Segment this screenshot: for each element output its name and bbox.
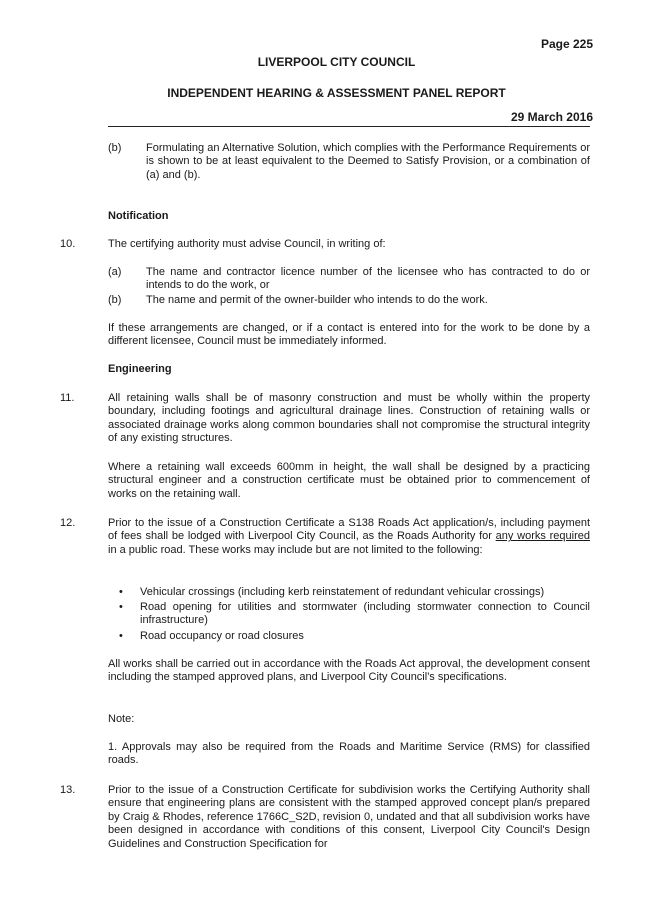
condition-12-paragraph: All works shall be carried out in accordance with the Roads Act approval, the development consent including the stamped approved plans, and Liverpool City Council's specifications. [108,658,590,684]
engineering-heading: Engineering [108,363,172,375]
bullet-item-2: Road opening for utilities and stormwater (including stormwater connection to Council infrastructure) [140,601,590,627]
bullet-marker: • [119,601,123,613]
condition-10-text: The certifying authority must advise Council, in writing of: [108,238,386,250]
note-text: 1. Approvals may also be required from the Roads and Maritime Service (RMS) for classified roads. [108,741,590,767]
condition-11-number: 11. [60,392,75,404]
condition-12-text [108,517,590,557]
item-b2-text: The name and permit of the owner-builder who intends to do the work. [146,294,488,306]
condition-10-number: 10. [60,238,76,250]
item-b2-label: (b) [108,294,122,306]
item-a-text: The name and contractor licence number of the licensee who has contracted to do or intends to do the work, or [146,266,590,292]
condition-11-paragraph: Where a retaining wall exceeds 600mm in height, the wall shall be designed by a practicing structural engineer and a construction certificate must be obtained prior to commencement of works on the retaining wall. [108,461,590,500]
notification-heading: Notification [108,210,169,222]
note-label: Note: [108,713,135,725]
notification-paragraph: If these arrangements are changed, or if a contact is entered into for the work to be done by a different licensee, Council must be immediately informed. [108,322,590,348]
item-b-label: (b) [108,142,122,154]
condition-13-number: 13. [60,784,76,796]
condition-11-text: All retaining walls shall be of masonry construction and must be wholly within the property boundary, including footings and agricultural drainage lines. Construction of retaining walls or associated drainage works along common boundaries shall not compromise the structural integrity of any existing structures. [108,392,590,445]
page-number: Page 225 [540,37,593,51]
item-a-label: (a) [108,266,122,278]
bullet-marker: • [119,630,123,642]
condition-12-text-end: in a public road. These works may include but are not limited to the following: [108,543,483,556]
header-rule [108,126,590,127]
bullet-item-1: Vehicular crossings (including kerb reinstatement of redundant vehicular crossings) [140,586,545,598]
condition-13-text: Prior to the issue of a Construction Certificate for subdivision works the Certifying Authority shall ensure that engineering plans are consistent with the stamped approved concept plan/s prepared by Craig & Rhodes, reference 1766C_S2D, revision 0, undated and that all subdivision works have been designed in accordance with conditions of this consent, Liverpool City Council's Design Guidelines and Construction Specification for [108,784,590,850]
bullet-marker: • [119,586,123,598]
condition-12-underlined: any works required [495,530,591,543]
council-name: LIVERPOOL CITY COUNCIL [257,55,416,69]
bullet-item-3: Road occupancy or road closures [140,630,304,642]
condition-12-number: 12. [60,517,76,529]
report-title: INDEPENDENT HEARING & ASSESSMENT PANEL REPORT [167,86,506,100]
report-date: 29 March 2016 [510,110,593,124]
condition-12-text-start: Prior to the issue of a Construction Certificate a S138 Roads Act application/s, including payment of fees shall be lodged with Liverpool City Council, as the Roads Authority for [108,517,590,543]
item-b-text: Formulating an Alternative Solution, which complies with the Performance Requirements or is shown to be at least equivalent to the Deemed to Satisfy Provision, or a combination of (a) and (b). [146,142,590,181]
